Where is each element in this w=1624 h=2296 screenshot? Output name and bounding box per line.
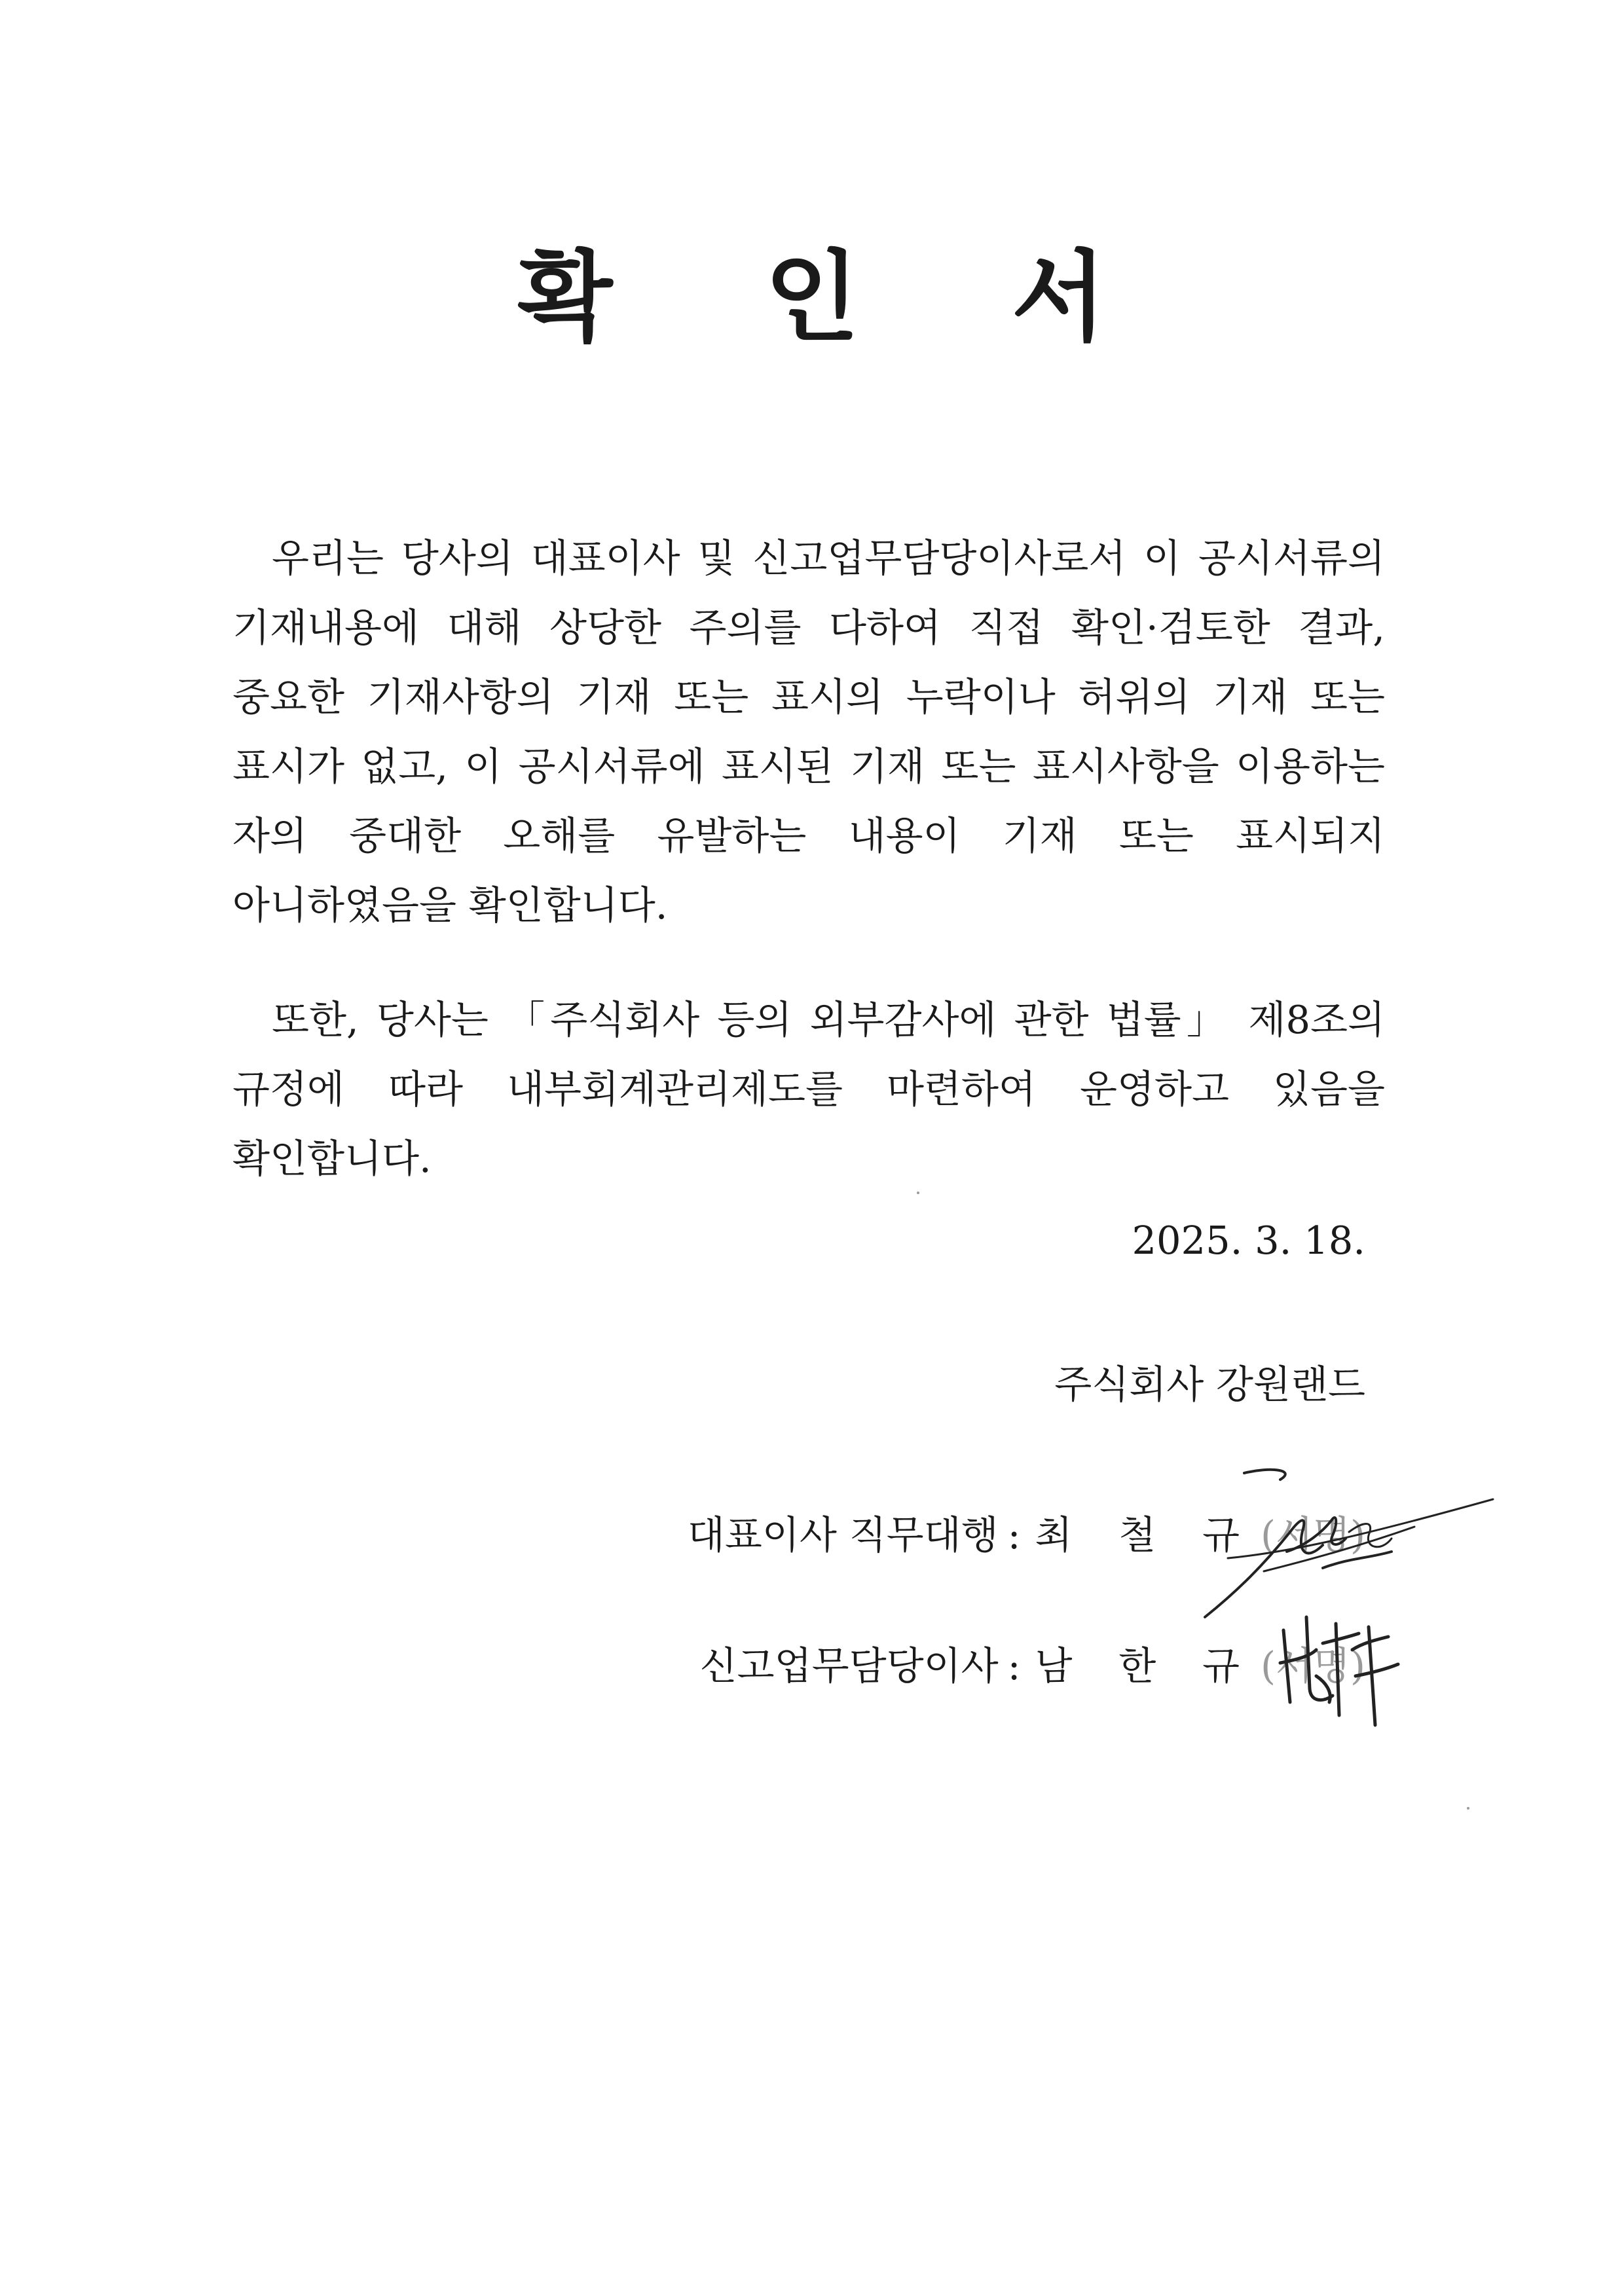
company-name: 주식회사 강원랜드 xyxy=(1054,1362,1365,1407)
document-date: 2025. 3. 18. xyxy=(1132,1218,1365,1263)
colon-separator: : xyxy=(1007,1512,1021,1558)
signatory-name: 남 한 규 xyxy=(1035,1643,1257,1688)
internal-control-paragraph: 또한, 당사는 「주식회사 등의 외부감사에 관한 법률」 제8조의 규정에 따라 내부회계관리제도를 마련하여 운영하고 있음을 확인합니다. xyxy=(232,997,1385,1181)
scan-speck xyxy=(1467,1807,1469,1810)
signatory-role: 신고업무담당이사 xyxy=(699,1643,999,1688)
signatory-role: 대표이사 직무대행 xyxy=(687,1512,999,1558)
signatory-name: 최 철 규 xyxy=(1035,1512,1257,1558)
colon-separator: : xyxy=(1007,1643,1021,1688)
document-title: 확 인 서 xyxy=(517,241,1166,355)
signatory-ceo-row xyxy=(688,1512,1365,1559)
confirmation-paragraph: 우리는 당사의 대표이사 및 신고업무담당이사로서 이 공시서류의 기재내용에 대해 상당한 주의를 다하여 직접 확인·검토한 결과, 중요한 기재사항의 기재 또는 표시의 누락이나 허위의 기재 또는 표시가 없고, 이 공시서류에 표시된 기재 또는 표시사항을 이용하는 자의 중대한 오해를 유발하는 내용이 기재 또는 표시되지 아니하였음을 확인합니다. xyxy=(232,536,1385,928)
signature-mark-label: (서명) xyxy=(1260,1643,1365,1688)
signature-mark-label: (서명) xyxy=(1260,1512,1365,1558)
scan-speck xyxy=(917,1192,919,1194)
signatory-disclosure-officer-row xyxy=(700,1643,1365,1690)
